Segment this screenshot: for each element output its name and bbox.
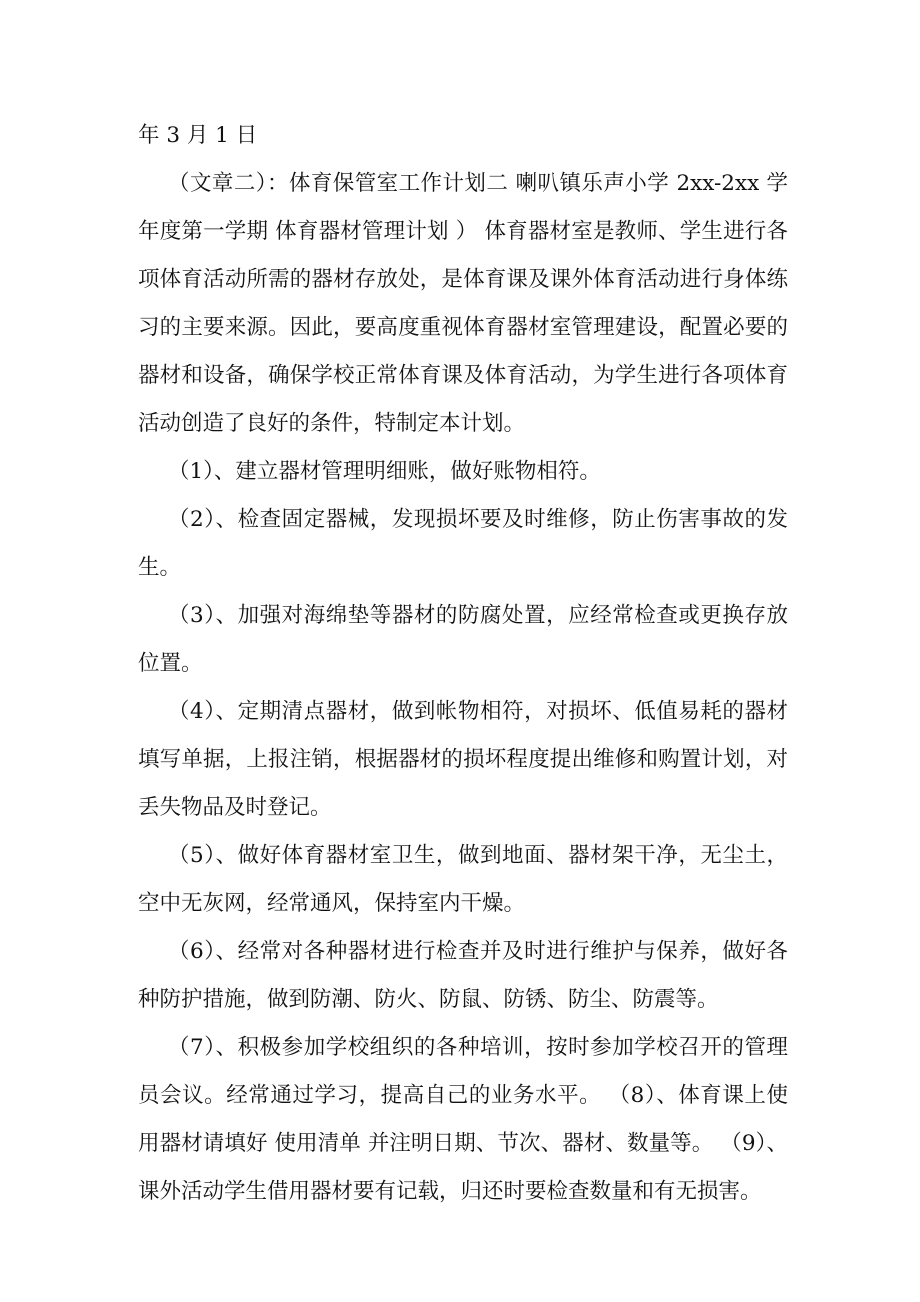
paragraph-item-4: （4）、定期清点器材，做到帐物相符，对损坏、低值易耗的器材填写单据，上报注销，根据器材的损坏程度提出维修和购置计划，对丢失物品及时登记。 bbox=[138, 699, 788, 820]
paragraph-item-2: （2）、检查固定器械，发现损坏要及时维修，防止伤害事故的发生。 bbox=[138, 507, 788, 580]
paragraph-item-5: （5）、做好体育器材室卫生，做到地面、器材架干净，无尘土，空中无灰网，经常通风，保持室内干燥。 bbox=[138, 843, 788, 916]
document-body bbox=[138, 112, 788, 1216]
paragraph-item-1: （1）、建立器材管理明细账，做好账物相符。 bbox=[168, 459, 601, 484]
paragraph-intro: （文章二）：体育保管室工作计划二 喇叭镇乐声小学 2xx-2xx 学年度第一学期 体育器材管理计划 ） 体育器材室是教师、学生进行各项体育活动所需的器材存放处，是体育课及课外体育活动进行身体练习的主要来源。因此，要高度重视体育器材室管理建设，配置必要的器材和设备，确保学校正常体育课及体育活动，为学生进行各项体育活动创造了良好的条件，特制定本计划。 bbox=[138, 171, 788, 436]
paragraph-item-6: （6）、经常对各种器材进行检查并及时进行维护与保养，做好各种防护措施，做到防潮、防火、防鼠、防锈、防尘、防震等。 bbox=[138, 939, 788, 1012]
date-line: 年 3 月 1 日 bbox=[138, 123, 258, 148]
paragraph-item-7-9: （7）、积极参加学校组织的各种培训，按时参加学校召开的管理员会议。经常通过学习，提高自己的业务水平。 （8）、体育课上使用器材请填好 使用清单 并注明日期、节次、器材、数量等。 （9）、课外活动学生借用器材要有记载，归还时要检查数量和有无损害。 bbox=[138, 1035, 788, 1204]
paragraph-item-3: （3）、加强对海绵垫等器材的防腐处置，应经常检查或更换存放位置。 bbox=[138, 603, 788, 676]
